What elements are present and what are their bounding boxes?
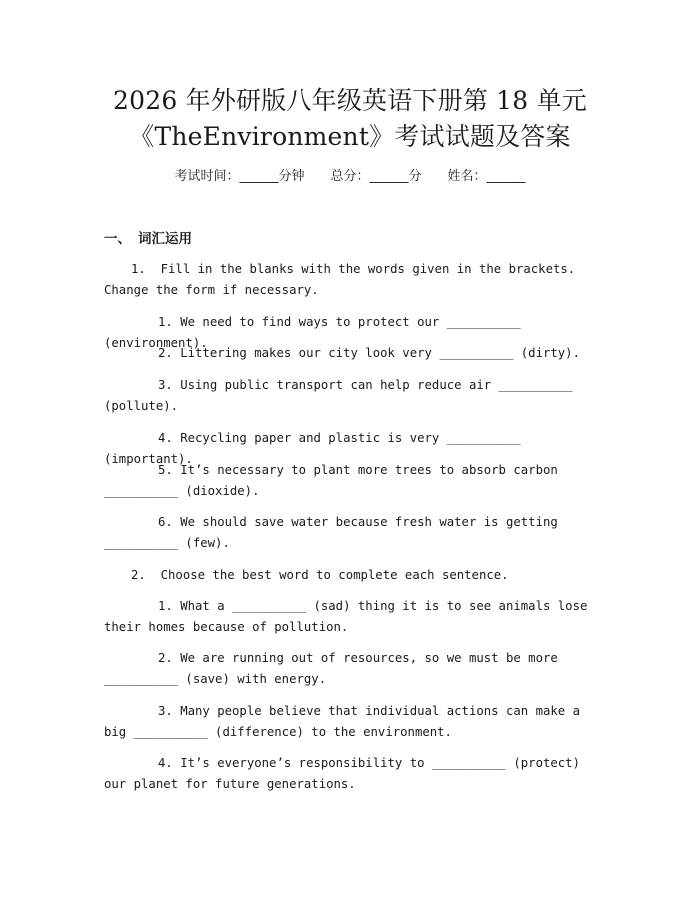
part2-instruction: 2. Choose the best word to complete each sentence. <box>131 568 509 582</box>
section-title: 词汇运用 <box>138 231 192 247</box>
exam-meta <box>0 168 700 186</box>
part1-instruction: 1. Fill in the blanks with the words given in the brackets. Change the form if necessary. <box>104 262 583 297</box>
part1-item-4: 4. Recycling paper and plastic is very __________ (important). <box>104 431 529 466</box>
part1-item-3: 3. Using public transport can help reduce air __________ (pollute). <box>104 378 580 413</box>
student-name-field: 姓名：______ <box>447 169 526 184</box>
section-heading <box>104 230 192 248</box>
part2-item-2: 2. We are running out of resources, so we must be more __________ (save) with energy. <box>104 651 566 686</box>
part1-item-2: 2. Littering makes our city look very __________ (dirty). <box>158 346 580 360</box>
page-title-line2: 《TheEnvironment》考试试题及答案 <box>129 122 571 151</box>
part2-item-3: 3. Many people believe that individual actions can make a big __________ (difference) to the environment. <box>104 704 588 739</box>
part1-item-6: 6. We should save water because fresh water is getting __________ (few). <box>104 515 566 550</box>
page-title-line1: 2026 年外研版八年级英语下册第 18 单元 <box>113 86 587 115</box>
total-score-field: 总分：______分 <box>330 169 422 184</box>
part2-item-1: 1. What a __________ (sad) thing it is to see animals lose their homes because of pollution. <box>104 599 595 634</box>
part1-item-5: 5. It’s necessary to plant more trees to absorb carbon __________ (dioxide). <box>104 463 566 498</box>
section-number: 一、 <box>104 231 131 247</box>
exam-time-field: 考试时间：______分钟 <box>174 169 305 184</box>
part1-item-1: 1. We need to find ways to protect our __________ (environment). <box>104 315 529 350</box>
part2-item-4: 4. It’s everyone’s responsibility to __________ (protect) our planet for future generations. <box>104 756 588 791</box>
